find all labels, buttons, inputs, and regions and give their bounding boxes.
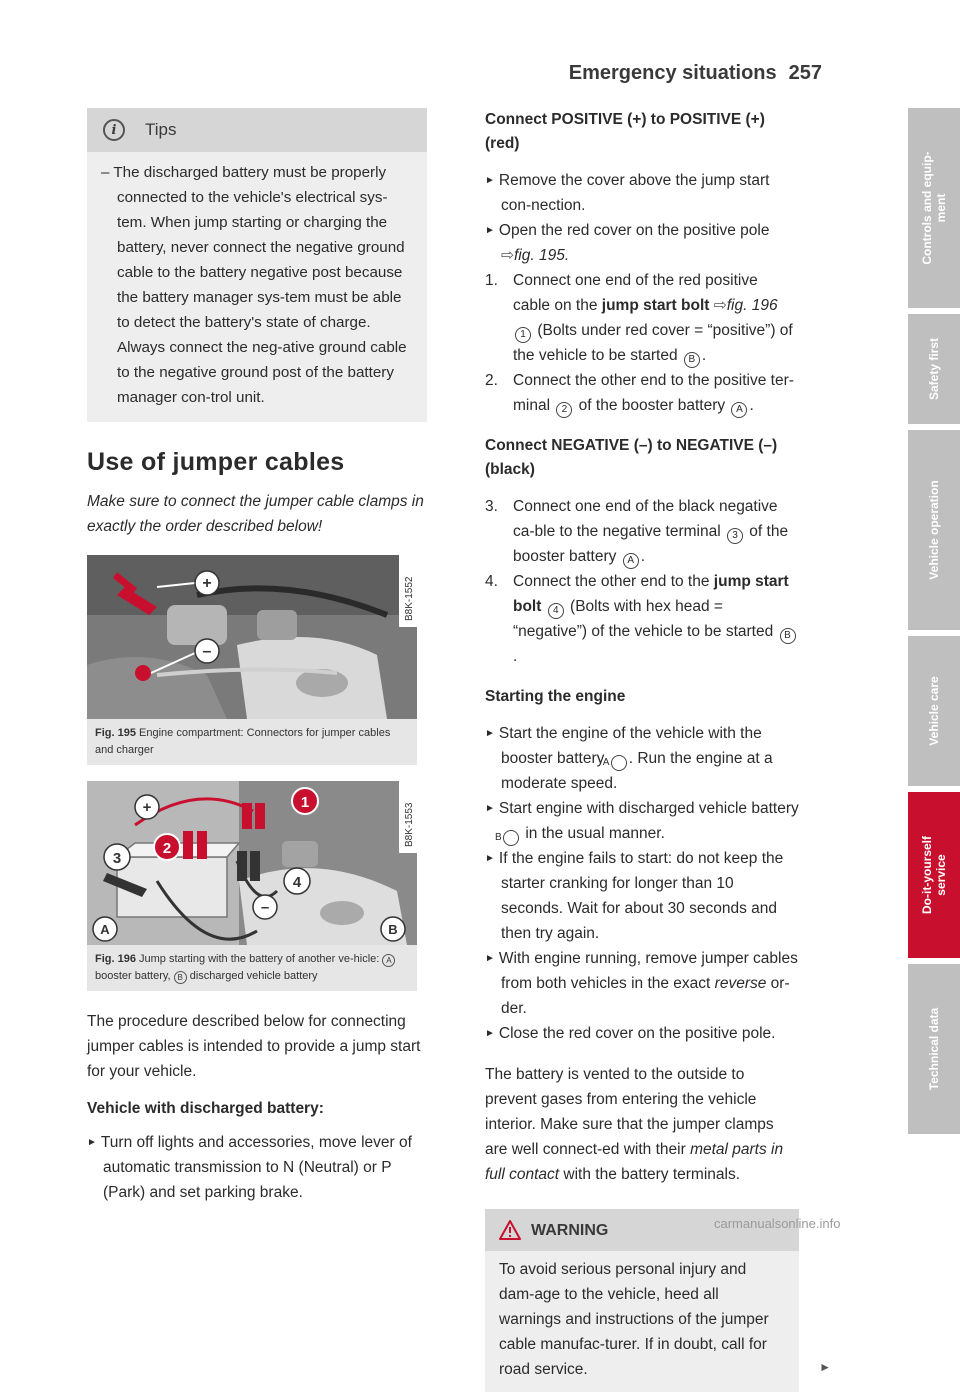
step-4: 4. Connect the other end to the jump start bolt 4 (Bolts with hex head = “negative”) of the vehicle to be started B.	[485, 569, 799, 669]
page-header	[569, 62, 822, 85]
bullet-triangle-icon: ►	[485, 225, 495, 236]
fig196-mark-3: 3	[112, 850, 122, 867]
circle-a-icon: A	[382, 954, 395, 967]
page-number: 257	[788, 62, 822, 84]
tab-vehicle-care[interactable]: Vehicle care	[908, 636, 960, 786]
caption-text-a: Jump starting with the battery of another ve-hicle:	[139, 953, 380, 965]
circle-b-icon: B	[503, 830, 519, 846]
step-2: 2. Connect the other end to the positive ter-minal 2 of the booster battery A .	[485, 368, 799, 418]
figure-code: B8K-1552	[404, 576, 415, 621]
warning-triangle-icon	[499, 1220, 521, 1240]
watermark: carmanualsonline.info	[714, 1216, 841, 1231]
fig196-plus: +	[142, 799, 152, 816]
tips-header	[87, 108, 427, 152]
figure-195-caption	[87, 719, 417, 765]
starting-bullet-5: ► Close the red cover on the positive pole.	[485, 1025, 776, 1042]
fig196-mark-b: B	[388, 922, 398, 937]
circle-b-icon: B	[684, 352, 700, 368]
circle-3-icon: 3	[727, 528, 743, 544]
figure-reference[interactable]: fig. 196	[726, 297, 778, 314]
bullet-triangle-icon: ►	[485, 728, 495, 739]
positive-heading: Connect POSITIVE (+) to POSITIVE (+) (red)	[485, 111, 765, 152]
caption-text-c: discharged vehicle battery	[189, 970, 318, 982]
discharged-heading: Vehicle with discharged battery:	[87, 1100, 324, 1117]
plus-marker-label: +	[202, 575, 212, 592]
fig196-mark-4: 4	[292, 874, 302, 891]
starting-bullet-1: ► Start the engine of the vehicle with the booster battery A . Run the engine at a moderate speed.	[485, 725, 773, 792]
warning-title: WARNING	[531, 1221, 609, 1239]
tips-text: – The discharged battery must be properly connected to the vehicle's electrical sys-tem. When jump starting or charging the battery, never connect the negative ground cable to the battery negative post because the battery manager sys-tem must be able to detect the battery's state of charge. Always connect the neg-ative ground cable to the negative ground post of the battery manager con-trol unit.	[101, 164, 407, 406]
right-column	[485, 108, 831, 1392]
circle-b-icon: B	[174, 971, 187, 984]
circle-1-icon: 1	[515, 327, 531, 343]
engine-compartment-illustration	[87, 555, 417, 719]
tips-title: Tips	[145, 120, 177, 139]
vented-text: The battery is vented to the outside to prevent gases from entering the vehicle interior. Make sure that the jumper clamps are well connect-ed with their metal parts in full contact with the battery terminals.	[485, 1066, 784, 1183]
figure-196	[87, 781, 417, 991]
left-column	[87, 108, 427, 1205]
section-tabs	[908, 108, 960, 1140]
caption-text: Engine compartment: Connectors for jumper cables and charger	[95, 727, 391, 756]
fig196-mark-1: 1	[300, 794, 310, 811]
tab-safety-first[interactable]: Safety first	[908, 314, 960, 424]
starting-bullet-3: ► If the engine fails to start: do not keep the starter cranking for longer than 10 seconds. Wait for about 30 seconds and then try again.	[485, 850, 784, 942]
caption-label: Fig. 196	[95, 953, 136, 965]
jump-start-illustration	[87, 781, 417, 945]
reference-arrow-icon: ⇨	[501, 247, 514, 264]
tab-do-it-yourself-service[interactable]: Do-it-yourself service	[908, 792, 960, 958]
circle-a-icon: A	[623, 553, 639, 569]
circle-2-icon: 2	[556, 402, 572, 418]
starting-bullet-4: ► With engine running, remove jumper cables from both vehicles in the exact reverse or-der.	[485, 950, 798, 1017]
figure-reference[interactable]: fig. 195.	[514, 247, 570, 264]
step-3: 3. Connect one end of the black negative ca-ble to the negative terminal 3 of the booster battery A .	[485, 494, 799, 569]
fig196-minus: –	[260, 899, 270, 916]
minus-marker-label: –	[202, 643, 212, 660]
warning-body	[485, 1251, 831, 1392]
warning-text: To avoid serious personal injury and dam-age to the vehicle, heed all warnings and instructions of the jumper cable manufac-turer. If in doubt, call for road service.	[499, 1261, 769, 1378]
caption-label: Fig. 195	[95, 727, 136, 739]
tab-vehicle-operation[interactable]: Vehicle operation	[908, 430, 960, 630]
figure-code: B8K-1553	[404, 802, 415, 847]
circle-4-icon: 4	[548, 603, 564, 619]
figure-196-caption	[87, 945, 417, 991]
procedure-text: The procedure described below for connecting jumper cables is intended to provide a jump start for your vehicle.	[87, 1013, 421, 1080]
info-icon: i	[103, 119, 125, 141]
circle-a-icon: A	[731, 402, 747, 418]
positive-bullet-1: ► Remove the cover above the jump start con-nection.	[485, 172, 770, 214]
reference-arrow-icon: ⇨	[713, 297, 727, 314]
fig196-mark-a: A	[100, 922, 110, 937]
starting-heading: Starting the engine	[485, 688, 626, 705]
caption-text-b: booster battery,	[95, 970, 171, 982]
starting-bullet-2: ► Start engine with discharged vehicle battery B in the usual manner.	[485, 796, 799, 846]
figure-195	[87, 555, 417, 765]
negative-heading: Connect NEGATIVE (–) to NEGATIVE (–) (black)	[485, 437, 778, 478]
positive-bullet-2: ► Open the red cover on the positive pole ⇨fig. 195.	[485, 222, 770, 264]
fig196-mark-2: 2	[162, 840, 172, 857]
step-1: 1. Connect one end of the red positive cable on the jump start bolt ⇨fig. 196 1 (Bolts under red cover = “positive”) of the vehicle to be started B .	[485, 268, 799, 368]
bullet-triangle-icon: ►	[485, 953, 495, 964]
intro-text: Make sure to connect the jumper cable clamps in exactly the order described below!	[87, 493, 424, 535]
bullet-triangle-icon: ►	[485, 803, 495, 814]
bullet-triangle-icon: ►	[485, 1028, 495, 1039]
bullet-triangle-icon: ►	[485, 175, 495, 186]
tab-technical-data[interactable]: Technical data	[908, 964, 960, 1134]
section-title: Use of jumper cables	[87, 448, 345, 476]
continue-arrow-icon: ►	[819, 1360, 831, 1374]
tips-body	[87, 152, 427, 422]
discharged-bullet: ► Turn off lights and accessories, move lever of automatic transmission to N (Neutral) or P (Park) and set parking brake.	[87, 1134, 412, 1201]
bullet-triangle-icon: ►	[485, 853, 495, 864]
tab-controls-and-equipment[interactable]: Controls and equip- ment	[908, 108, 960, 308]
circle-b-icon: B	[780, 628, 796, 644]
header-section: Emergency situations	[568, 62, 777, 84]
bullet-triangle-icon: ►	[87, 1137, 97, 1148]
circle-a-icon: A	[611, 755, 627, 771]
